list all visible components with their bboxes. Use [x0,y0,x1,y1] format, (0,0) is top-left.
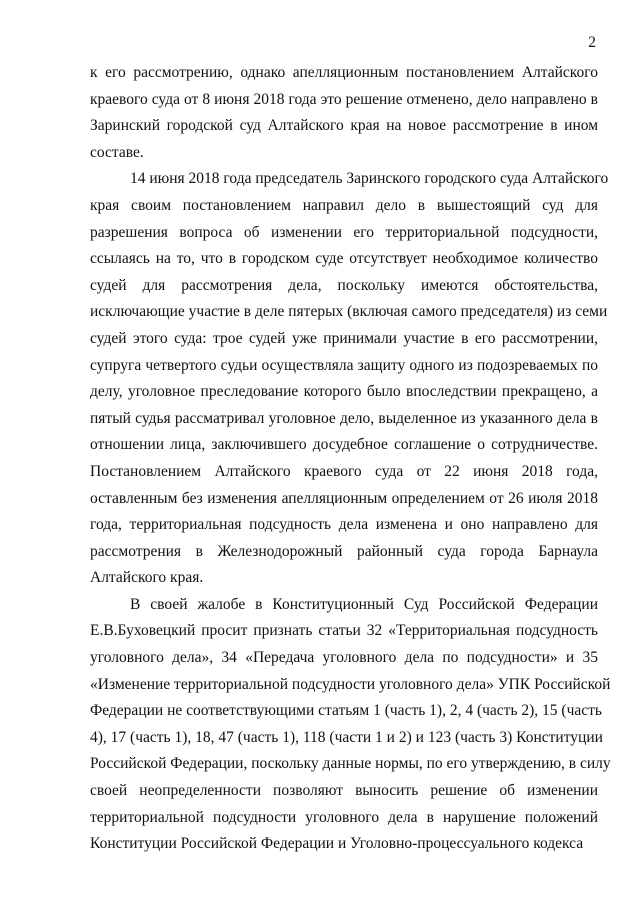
text-line: Конституции Российской Федерации и Уголовно-процессуального кодекса [90,835,584,853]
document-body [90,60,611,858]
text-line: к его рассмотрению, однако апелляционным постановлением Алтайского [90,64,598,81]
paragraph [90,592,611,858]
text-line: Российской Федерации, поскольку данные нормы, по его утверждению, в силу [90,755,611,773]
paragraph [90,60,598,166]
paragraph [90,166,609,592]
text-line: оставленным без изменения апелляционным определением от 26 июля 2018 [90,489,598,507]
text-line: Алтайского края. [90,569,204,587]
text-line: супруга четвертого судьи осуществляла защиту одного из подозреваемых по [90,356,598,374]
text-line: ссылаясь на то, что в городском суде отсутствует необходимое количество [90,250,598,268]
text-line: Е.В.Буховецкий просит признать статьи 32 «Территориальная подсудность [90,622,598,640]
text-line: Федерации не соответствующими статьям 1 (часть 1), 2, 4 (часть 2), 15 (часть [90,702,602,720]
text-line: судей для рассмотрения дела, поскольку имеются обстоятельства, [90,276,598,294]
text-line: 14 июня 2018 года председатель Заринского городского суда Алтайского [130,170,609,188]
text-line: Заринский городской суд Алтайского края на новое рассмотрение в ином [90,117,598,135]
text-line: 4), 17 (часть 1), 18, 47 (часть 1), 118 (части 1 и 2) и 123 (часть 3) Конституции [90,728,603,746]
text-line: исключающие участие в деле пятерых (включая самого председателя) из семи [90,303,608,321]
text-line: Постановлением Алтайского краевого суда от 22 июня 2018 года, [90,462,598,480]
text-line: судей этого суда: трое судей уже принимали участие в его рассмотрении, [90,329,598,347]
text-line: территориальной подсудности уголовного дела в нарушение положений [90,808,598,826]
text-line: краевого суда от 8 июня 2018 года это решение отменено, дело направлено в [90,90,598,108]
page-number: 2 [588,34,596,51]
text-line: составе. [90,143,144,161]
text-line: своей неопределенности позволяют выносить решение об изменении [90,782,598,800]
text-line: отношении лица, заключившего досудебное соглашение о сотрудничестве. [90,436,598,454]
text-line: края своим постановлением направил дело в вышестоящий суд для [90,196,598,214]
text-line: пятый судья рассматривал уголовное дело, выделенное из указанного дела в [90,409,598,427]
text-line: В своей жалобе в Конституционный Суд Российской Федерации [130,595,598,613]
text-line: «Изменение территориальной подсудности уголовного дела» УПК Российской [90,675,611,693]
text-line: года, территориальная подсудность дела изменена и оно направлено для [90,516,598,534]
text-line: рассмотрения в Железнодорожный районный суда города Барнаула [90,542,598,560]
text-line: уголовного дела», 34 «Передача уголовного дела по подсудности» и 35 [90,649,598,667]
text-line: разрешения вопроса об изменении его территориальной подсудности, [90,223,598,241]
text-line: делу, уголовное преследование которого было впоследствии прекращено, а [90,383,598,401]
